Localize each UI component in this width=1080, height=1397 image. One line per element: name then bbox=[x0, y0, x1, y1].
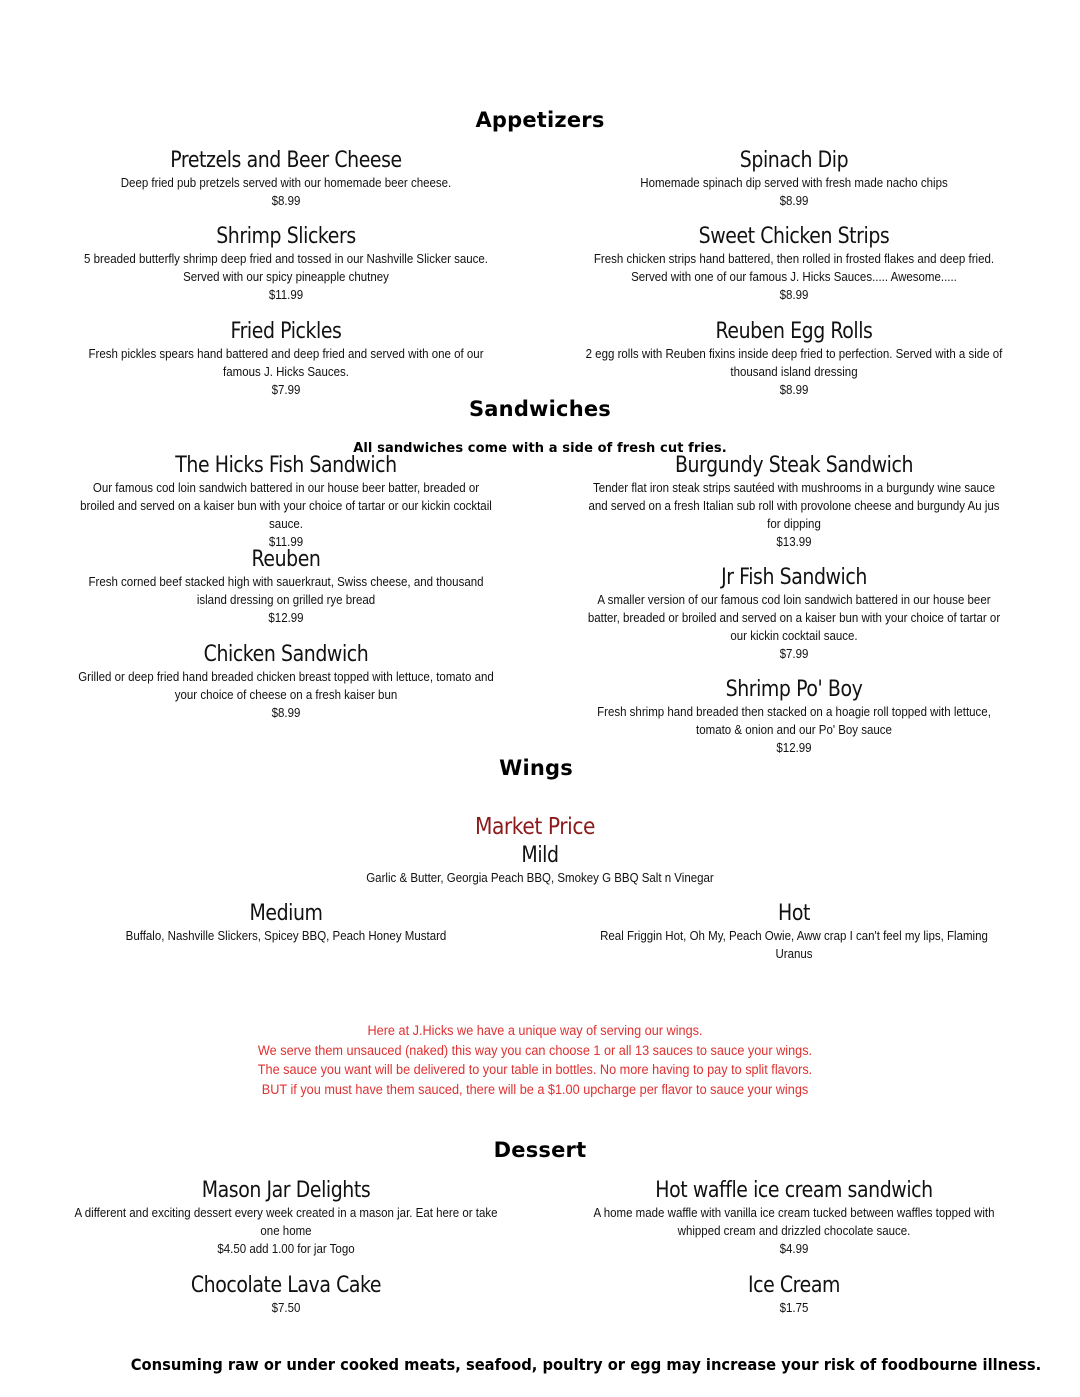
item-description: Tender flat iron steak strips sautéed with mushrooms in a burgundy wine sauce and served on a fresh Italian sub roll with provolone cheese and burgundy Au jus for dipping bbox=[588, 481, 1000, 531]
menu-item bbox=[56, 224, 516, 304]
wings-medium bbox=[56, 901, 516, 945]
item-name: Shrimp Slickers bbox=[216, 224, 356, 249]
item-name: Hot waffle ice cream sandwich bbox=[655, 1178, 933, 1203]
item-name: Shrimp Po' Boy bbox=[725, 677, 863, 702]
menu-item bbox=[564, 565, 1024, 663]
wings-heading: Wings bbox=[499, 756, 573, 780]
wings-mild bbox=[310, 843, 770, 887]
sandwiches-heading: Sandwiches bbox=[468, 397, 612, 421]
item-description: Homemade spinach dip served with fresh made nacho chips bbox=[640, 176, 948, 190]
appetizers-heading: Appetizers bbox=[475, 108, 605, 132]
item-price: $8.99 bbox=[271, 706, 301, 720]
item-name: Reuben Egg Rolls bbox=[715, 319, 873, 344]
item-description: A home made waffle with vanilla ice cream tucked between waffles topped with whipped cream and drizzled chocolate sauce. bbox=[593, 1206, 995, 1238]
sandwiches-note: All sandwiches come with a side of fresh cut fries. bbox=[353, 441, 727, 456]
item-price: $4.99 bbox=[779, 1242, 809, 1256]
menu-item bbox=[56, 642, 516, 722]
wings-market-price: Market Price bbox=[474, 814, 596, 840]
menu-item bbox=[564, 677, 1024, 757]
item-description: Grilled or deep fried hand breaded chicken breast topped with lettuce, tomato and your choice of cheese on a fresh kaiser bun bbox=[78, 670, 494, 702]
wings-hot bbox=[564, 901, 1024, 963]
item-price: $8.99 bbox=[779, 383, 809, 397]
item-price: $13.99 bbox=[776, 535, 812, 549]
item-name: Fried Pickles bbox=[230, 319, 342, 344]
wing-heat-name: Hot bbox=[778, 901, 810, 926]
item-name: Chocolate Lava Cake bbox=[190, 1273, 382, 1298]
item-name: Reuben bbox=[251, 547, 321, 572]
item-name: Mason Jar Delights bbox=[201, 1178, 371, 1203]
menu-item bbox=[56, 547, 516, 627]
menu-item bbox=[564, 1178, 1024, 1258]
wing-sauces: Real Friggin Hot, Oh My, Peach Owie, Aww crap I can't feel my lips, Flaming Uranus bbox=[600, 929, 988, 961]
item-price: $7.99 bbox=[271, 383, 301, 397]
item-name: Chicken Sandwich bbox=[203, 642, 369, 667]
item-price: $1.75 bbox=[779, 1301, 809, 1315]
item-price: $7.99 bbox=[779, 647, 809, 661]
item-price: $8.99 bbox=[271, 194, 301, 208]
item-name: Burgundy Steak Sandwich bbox=[674, 453, 914, 478]
menu-item bbox=[56, 1178, 516, 1258]
wings-info-block bbox=[32, 1021, 1038, 1099]
item-name: The Hicks Fish Sandwich bbox=[175, 453, 397, 478]
item-name: Jr Fish Sandwich bbox=[721, 565, 867, 590]
item-description: Fresh corned beef stacked high with sauerkraut, Swiss cheese, and thousand island dressing on grilled rye bread bbox=[88, 575, 484, 607]
menu-item bbox=[564, 148, 1024, 210]
menu-item bbox=[56, 148, 516, 210]
wings-info-line: The sauce you want will be delivered to your table in bottles. No more having to pay to split flavors. bbox=[257, 1062, 813, 1077]
menu-item bbox=[564, 319, 1024, 399]
item-price: $8.99 bbox=[779, 288, 809, 302]
wing-heat-name: Medium bbox=[249, 901, 323, 926]
menu-item bbox=[56, 319, 516, 399]
item-price: $12.99 bbox=[268, 611, 304, 625]
item-price: $7.50 bbox=[271, 1301, 301, 1315]
item-price: $12.99 bbox=[776, 741, 812, 755]
item-description: A smaller version of our famous cod loin sandwich battered in our house beer batter, breaded or broiled and served on a kaiser bun with your choice of tartar or our kickin cocktail sauce. bbox=[587, 593, 1001, 643]
item-name: Pretzels and Beer Cheese bbox=[170, 148, 402, 173]
wings-info-line: We serve them unsauced (naked) this way you can choose 1 or all 13 sauces to sauce your wings. bbox=[257, 1042, 813, 1058]
item-price: $11.99 bbox=[268, 535, 304, 549]
item-name: Sweet Chicken Strips bbox=[698, 224, 890, 249]
menu-item bbox=[564, 1273, 1024, 1317]
menu-item bbox=[56, 1273, 516, 1317]
menu-item bbox=[564, 224, 1024, 304]
wing-sauces: Buffalo, Nashville Slickers, Spicey BBQ, Peach Honey Mustard bbox=[125, 929, 447, 943]
food-safety-warning: Consuming raw or under cooked meats, seafood, poultry or egg may increase your risk of foodbourne illness. bbox=[130, 1355, 1042, 1374]
item-description: Fresh chicken strips hand battered, then rolled in frosted flakes and deep fried. Served with one of our famous J. Hicks Sauces..... Awesome..... bbox=[593, 252, 995, 284]
item-description: A different and exciting dessert every week created in a mason jar. Eat here or take one home bbox=[74, 1206, 498, 1238]
item-name: Ice Cream bbox=[747, 1273, 840, 1298]
dessert-heading: Dessert bbox=[493, 1138, 587, 1162]
wing-sauces: Garlic & Butter, Georgia Peach BBQ, Smokey G BBQ Salt n Vinegar bbox=[366, 871, 714, 885]
item-description: Fresh pickles spears hand battered and deep fried and served with one of our famous J. Hicks Sauces. bbox=[88, 347, 484, 379]
item-description: Fresh shrimp hand breaded then stacked on a hoagie roll topped with lettuce, tomato & onion and our Po' Boy sauce bbox=[597, 705, 991, 737]
wing-heat-name: Mild bbox=[521, 843, 559, 868]
wings-info-line: Here at J.Hicks we have a unique way of serving our wings. bbox=[367, 1023, 703, 1038]
item-name: Spinach Dip bbox=[739, 148, 849, 173]
menu-item bbox=[564, 453, 1024, 551]
item-description: Deep fried pub pretzels served with our homemade beer cheese. bbox=[120, 176, 452, 190]
item-description: 2 egg rolls with Reuben fixins inside deep fried to perfection. Served with a side of thousand island dressing bbox=[585, 347, 1003, 379]
item-description: 5 breaded butterfly shrimp deep fried and tossed in our Nashville Slicker sauce. Served with our spicy pineapple chutney bbox=[84, 252, 488, 284]
item-price: $8.99 bbox=[779, 194, 809, 208]
item-description: Our famous cod loin sandwich battered in our house beer batter, breaded or broiled and served on a kaiser bun with your choice of tartar or our kickin cocktail sauce. bbox=[80, 481, 492, 531]
wings-info-line: BUT if you must have them sauced, there will be a $1.00 upcharge per flavor to sauce your wings bbox=[261, 1081, 809, 1097]
item-price: $11.99 bbox=[268, 288, 304, 302]
item-price: $4.50 add 1.00 for jar Togo bbox=[217, 1242, 355, 1256]
menu-item bbox=[56, 453, 516, 551]
